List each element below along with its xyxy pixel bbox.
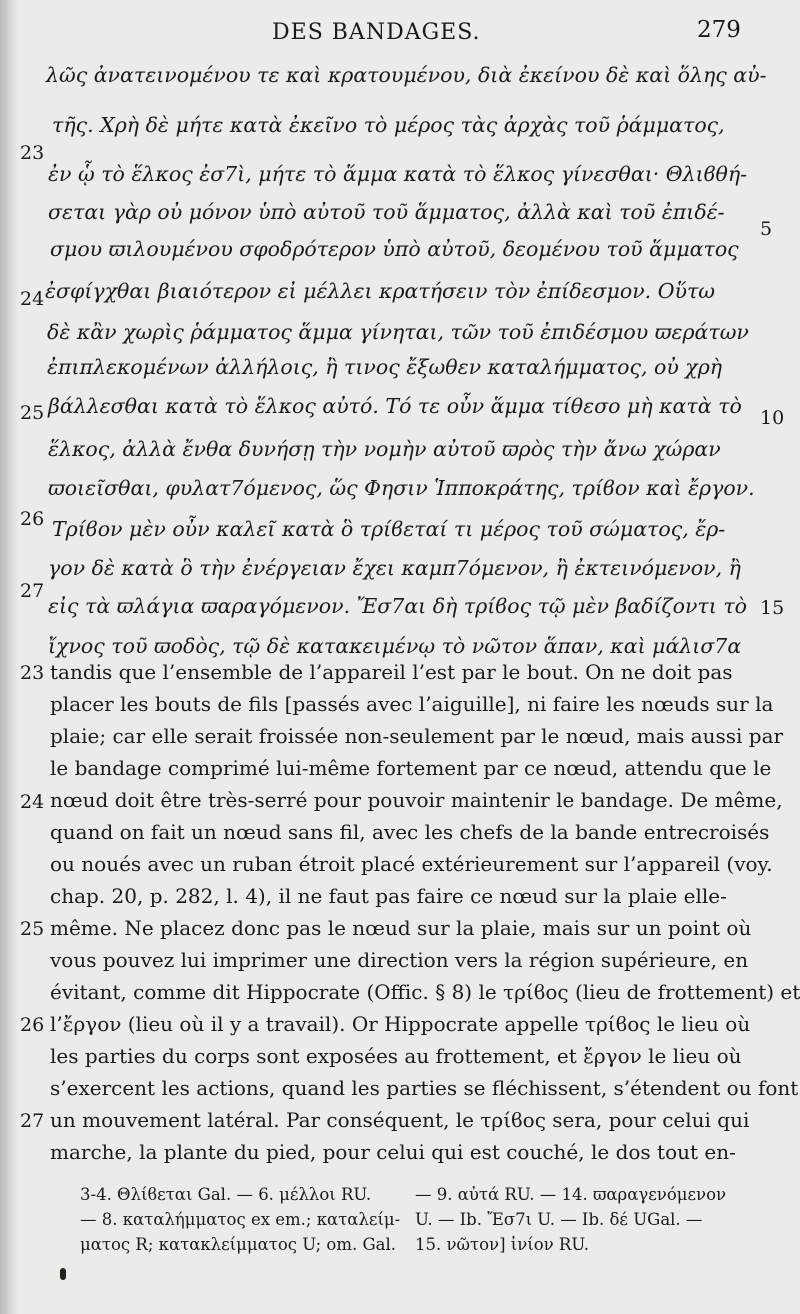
page-edge-shadow: [0, 0, 18, 1314]
greek-section-number: 26: [20, 508, 45, 530]
note-line: ματος R; κατακλείμματος U; om. Gal.: [80, 1235, 397, 1254]
greek-line: τῆς. Χρὴ δὲ μήτε κατὰ ἐκεῖνο τὸ μέρος τὰς ἀρχὰς τοῦ ῥάμματος,: [52, 113, 725, 137]
french-line: évitant, comme dit Hippocrate (Offic. § 8) le τρίϐος (lieu de frottement) et: [50, 980, 800, 1004]
french-line: les parties du corps sont exposées au frottement, et ἔργον le lieu où: [50, 1044, 742, 1068]
running-title: DES BANDAGES.: [272, 20, 481, 45]
french-line: un mouvement latéral. Par conséquent, le τρίϐος sera, pour celui qui: [50, 1108, 750, 1132]
note-line: 15. νῶτον] ἰνίον RU.: [415, 1235, 589, 1254]
greek-section-number: 23: [20, 142, 45, 164]
greek-section-number: 27: [20, 580, 45, 602]
french-section-number: 26: [20, 1014, 45, 1036]
greek-line-number: 10: [760, 407, 785, 429]
french-line: l’ἔργον (lieu où il y a travail). Or Hippocrate appelle τρίϐος le lieu où: [50, 1012, 751, 1036]
greek-line: σεται γὰρ οὐ μόνον ὑπὸ αὐτοῦ τοῦ ἅμματος, ἀλλὰ καὶ τοῦ ἐπιδέ-: [48, 200, 725, 224]
french-line: même. Ne placez donc pas le nœud sur la plaie, mais sur un point où: [50, 916, 752, 940]
note-line: — 8. καταλήμματος ex em.; καταλείμ-: [80, 1210, 401, 1229]
french-line: vous pouvez lui imprimer une direction vers la région supérieure, en: [50, 948, 749, 972]
french-line: placer les bouts de fils [passés avec l’aiguille], ni faire les nœuds sur la: [50, 692, 774, 716]
french-section-number: 24: [20, 791, 45, 813]
greek-line: ἐπιπλεκομένων ἀλλήλοις, ἢ τινος ἔξωθεν καταλήμματος, οὐ χρὴ: [47, 355, 723, 379]
greek-line: γον δὲ κατὰ ὃ τὴν ἐνέργειαν ἔχει καμπ7όμενον, ἢ ἐκτεινόμενον, ἢ: [48, 556, 741, 580]
french-line: le bandage comprimé lui-même fortement par ce nœud, attendu que le: [50, 756, 772, 780]
note-line: — 9. αὐτά RU. — 14. ϖαραγενόμενον: [415, 1185, 727, 1204]
greek-section-number: 24: [20, 288, 45, 310]
french-line: s’exercent les actions, quand les parties se fléchissent, s’étendent ou font: [50, 1076, 799, 1100]
greek-section-number: 25: [20, 402, 45, 424]
greek-line: λῶς ἀνατεινομένου τε καὶ κρατουμένου, διὰ ἐκείνου δὲ καὶ ὅλης αὐ-: [46, 63, 767, 87]
french-line: marche, la plante du pied, pour celui qui est couché, le dos tout en-: [50, 1140, 736, 1164]
french-line: nœud doit être très-serré pour pouvoir maintenir le bandage. De même,: [50, 788, 783, 812]
greek-line: δὲ κἂν χωρὶς ῥάμματος ἅμμα γίνηται, τῶν τοῦ ἐπιδέσμου ϖεράτων: [47, 320, 749, 344]
greek-line: Τρίϐον μὲν οὖν καλεῖ κατὰ ὃ τρίϐεταί τι μέρος τοῦ σώματος, ἔρ-: [52, 517, 726, 541]
greek-line: βάλλεσθαι κατὰ τὸ ἕλκος αὐτό. Τό τε οὖν ἅμμα τίθεσο μὴ κατὰ τὸ: [48, 394, 742, 418]
french-line: plaie; car elle serait froissée non-seulement par le nœud, mais aussi par: [50, 724, 784, 748]
french-line: quand on fait un nœud sans fil, avec les chefs de la bande entrecroisés: [50, 820, 770, 844]
greek-line: ἴχνος τοῦ ϖοδὸς, τῷ δὲ κατακειμένῳ τὸ νῶτον ἅπαν, καὶ μάλισ7α: [48, 634, 742, 658]
greek-line-number: 15: [760, 597, 785, 619]
greek-line: ἐν ᾧ τὸ ἕλκος ἐσ7ὶ, μήτε τὸ ἅμμα κατὰ τὸ ἕλκος γίνεσθαι· Θλιϐθή-: [48, 162, 748, 186]
greek-line: ἐσφίγχθαι βιαιότερον εἰ μέλλει κρατήσειν τὸν ἐπίδεσμον. Οὕτω: [45, 279, 716, 303]
note-line: 3-4. Θλίϐεται Gal. — 6. μέλλοι RU.: [80, 1185, 372, 1204]
greek-line: σμου ϖιλουμένου σφοδρότερον ὑπὸ αὐτοῦ, δεομένου τοῦ ἅμματος: [50, 237, 739, 261]
page-number: 279: [697, 17, 741, 43]
french-line: tandis que l’ensemble de l’appareil l’est par le bout. On ne doit pas: [50, 660, 733, 684]
french-section-number: 27: [20, 1110, 45, 1132]
greek-line: ϖοιεῖσθαι, φυλατ7όμενος, ὥς Φησιν Ἱπποκράτης, τρίϐον καὶ ἔργον.: [48, 476, 755, 500]
french-section-number: 23: [20, 662, 45, 684]
french-line: chap. 20, p. 282, l. 4), il ne faut pas faire ce nœud sur la plaie elle-: [50, 884, 727, 908]
french-section-number: 25: [20, 918, 45, 940]
greek-line-number: 5: [760, 218, 773, 240]
french-line: ou noués avec un ruban étroit placé extérieurement sur l’appareil (voy.: [50, 852, 773, 876]
note-line: U. — Ib. Ἔσ7ι U. — Ib. δέ UGal. —: [415, 1210, 703, 1229]
greek-line: εἰς τὰ ϖλάγια ϖαραγόμενον. Ἔσ7αι δὴ τρίϐος τῷ μὲν βαδίζοντι τὸ: [48, 594, 748, 618]
ink-smudge: [60, 1268, 66, 1280]
greek-line: ἕλκος, ἀλλὰ ἔνθα δυνήσῃ τὴν νομὴν αὐτοῦ ϖρὸς τὴν ἄνω χώραν: [48, 437, 721, 461]
